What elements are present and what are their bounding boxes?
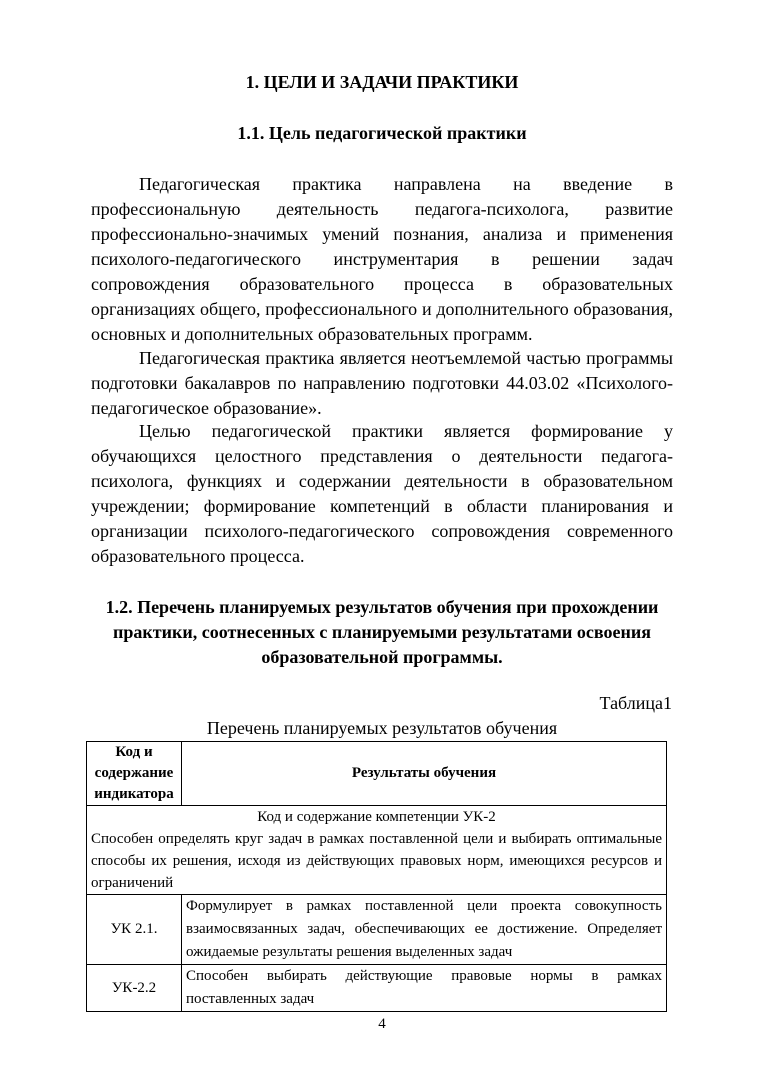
table-row bbox=[87, 895, 667, 965]
paragraph-goal-intro: Педагогическая практика направлена на введение в профессиональную деятельность педагога-психолога, развитие профессионально-значимых умений познания, анализа и применения психолого-педагогического инструментария в решении задач сопровождения образовательного процесса в образовательных организациях общего, профессионального и дополнительного образования, основных и дополнительных образовательных программ. bbox=[91, 174, 673, 344]
indicator-result: Способен выбирать действующие правовые нормы в рамках поставленных задач bbox=[182, 965, 667, 1012]
table-caption: Перечень планируемых результатов обучения bbox=[206, 718, 558, 738]
indicator-code: УК-2.2 bbox=[87, 965, 182, 1012]
results-table bbox=[86, 741, 667, 1012]
subsection-heading: 1.1. Цель педагогической практики bbox=[237, 123, 527, 143]
paragraph-program-part: Педагогическая практика является неотъемлемой частью программы подготовки бакалавров по направлению подготовки 44.03.02 «Психолого-педагогическое образование». bbox=[91, 348, 673, 418]
page-heading: 1. ЦЕЛИ И ЗАДАЧИ ПРАКТИКИ bbox=[245, 72, 519, 92]
competence-text: Способен определять круг задач в рамках поставленной цели и выбирать оптимальные способы их решения, исходя из действующих правовых норм, имеющихся ресурсов и ограничений bbox=[91, 831, 662, 891]
table-row bbox=[87, 965, 667, 1012]
header-learning-results: Результаты обучения bbox=[182, 742, 667, 806]
page-number: 4 bbox=[378, 1016, 386, 1032]
indicator-result: Формулирует в рамках поставленной цели проекта совокупность взаимосвязанных задач, обеспечивающих ее достижение. Определяет ожидаемые результаты решения выделенных задач bbox=[182, 895, 667, 965]
competence-title: Код и содержание компетенции УК-2 bbox=[257, 809, 496, 825]
competence-cell bbox=[87, 806, 667, 895]
table-header-row bbox=[87, 742, 667, 806]
table-number: Таблица1 bbox=[599, 693, 672, 713]
competence-row bbox=[87, 806, 667, 895]
section-heading-results: 1.2. Перечень планируемых результатов обучения при прохождении практики, соотнесенных с планируемыми результатами освоения образовательной программы. bbox=[105, 597, 659, 667]
paragraph-practice-goal: Целью педагогической практики является формирование у обучающихся целостного представления о деятельности педагога-психолога, функциях и содержании деятельности в образовательном учреждении; формирование компетенций в области планирования и организации психолого-педагогического сопровождения современного образовательного процесса. bbox=[91, 421, 673, 566]
indicator-code: УК 2.1. bbox=[87, 895, 182, 965]
header-indicator-code: Код и содержание индикатора bbox=[87, 742, 182, 806]
